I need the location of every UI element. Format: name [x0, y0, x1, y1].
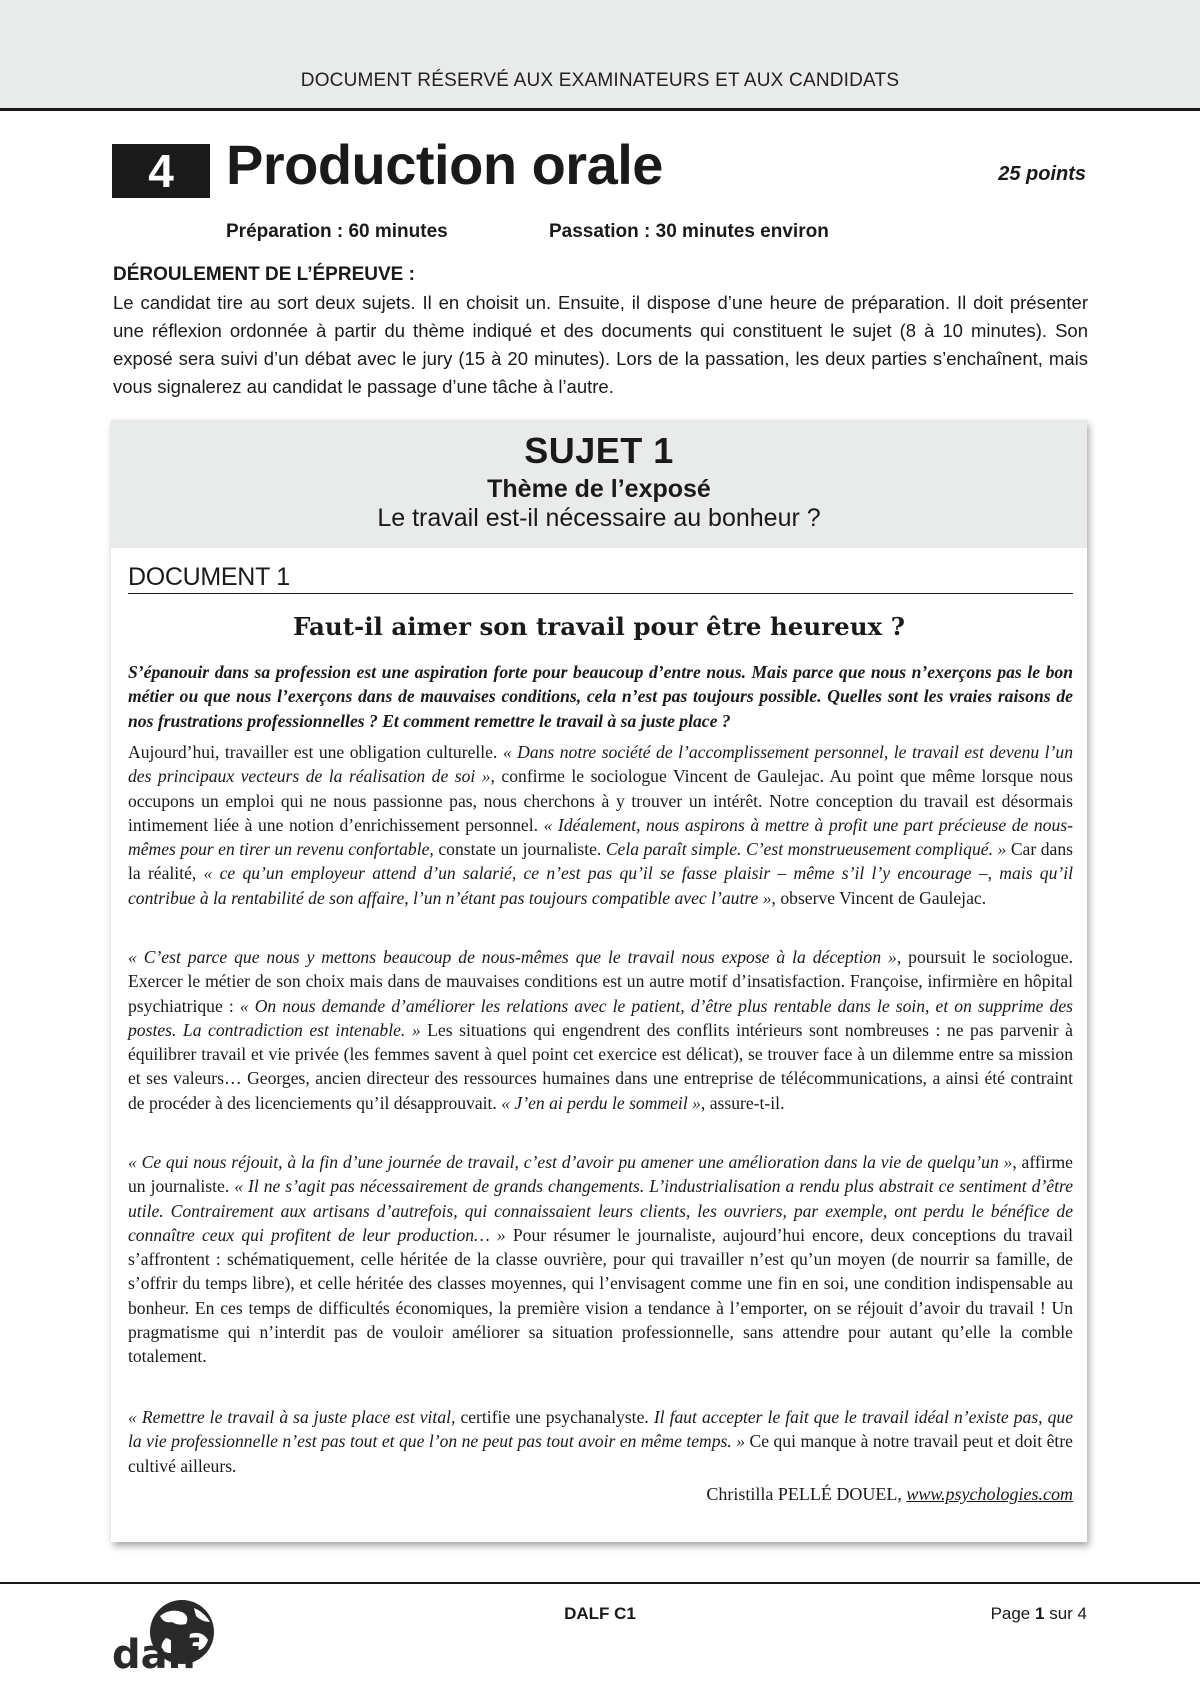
dalf-logo-icon [110, 1594, 225, 1676]
section-title: Production orale [226, 133, 663, 196]
text-run: , affirme un journaliste. [128, 1152, 1073, 1197]
header-label: DOCUMENT RÉSERVÉ AUX EXAMINATEURS ET AUX CANDIDATS [300, 70, 900, 91]
theme-question: Le travail est-il nécessaire au bonheur ? [377, 504, 821, 532]
article-paragraph-1 [128, 740, 1073, 910]
page-suffix: sur 4 [1044, 1604, 1087, 1623]
quote-run: « Idéalement, nous aspirons à mettre à profit une part précieuse de nous-mêmes pour en tirer un revenu confortable, [128, 814, 1073, 860]
quote-run: « C’est parce que nous y mettons beaucoup de nous-mêmes que le travail nous expose à la déception » [128, 947, 897, 967]
text-run: , assure-t-il. [700, 1092, 785, 1113]
passation-time: Passation : 30 minutes environ [549, 221, 829, 242]
page-indicator [991, 1604, 1087, 1624]
section-points: 25 points [998, 163, 1086, 185]
quote-run: « ce qu’un employeur attend d’un salarié, ce n’est pas qu’il se fasse plaisir – même s’il l’y encourage –, mais qu’il contribue à la rentabilité de son affaire, l’un n’étant pas toujours compatible avec l’autre » [128, 863, 1073, 908]
text-run: , confirme le sociologue Vincent de Gaulejac. Au point que même lorsque nous occupons un emploi qui ne nous passionne pas, nous cherchons à y trouver un intérêt. Notre conception du travail est désormais intimement liée à une notion d’enrichissement personnel. [128, 766, 1073, 835]
quote-run: « Ce qui nous réjouit, à la fin d’une journée de travail, c’est d’avoir pu amener une amélioration dans la vie de quelqu’un » [128, 1152, 1013, 1172]
quote-run: « Remettre le travail à sa juste place est vital, [128, 1407, 456, 1427]
sujet-title: SUJET 1 [524, 430, 674, 471]
sujet-card [111, 420, 1087, 1542]
article-paragraph-2 [128, 945, 1073, 1115]
text-run: constate un journaliste. [433, 839, 606, 860]
article-chapo: S’épanouir dans sa profession est une aspiration forte pour beaucoup d’entre nous. Mais parce que nous n’exerçons pas le bon métier ou que nous l’exerçons dans de mauvaises conditions, cela n’est pas toujours possible. Quelles sont les vraies raisons de nos frustrations professionnelles ? Et comment remettre le travail à sa juste place ? [128, 662, 1073, 731]
quote-run: Il faut accepter le fait que le travail idéal n’existe pas, que la vie professionnelle n’est pas tout et que l’on ne peut pas tout avoir en même temps. » [128, 1407, 1073, 1452]
quote-run: Cela paraît simple. C’est monstrueusement compliqué. » [605, 839, 1007, 860]
text-run: , observe Vincent de Gaulejac. [771, 887, 987, 908]
document-divider [128, 593, 1073, 594]
article-paragraph-4 [128, 1405, 1073, 1478]
text-run: Ce qui manque à notre travail peut et doit être cultivé ailleurs. [128, 1431, 1073, 1476]
text-run: certifie une psychanalyste. [455, 1407, 654, 1427]
header-band [0, 0, 1200, 110]
logo-text: dalf [112, 1632, 199, 1676]
document-label: DOCUMENT 1 [128, 563, 290, 591]
quote-run: « On nous demande d’améliorer les relations avec le patient, d’être plus rentable dans le soin, et on supprime des postes. La contradiction est intenable. » [128, 995, 1074, 1040]
source-link[interactable]: www.psychologies.com [906, 1484, 1073, 1504]
theme-label: Thème de l’exposé [487, 475, 711, 503]
section-number: 4 [112, 144, 210, 198]
article-paragraph-3 [128, 1150, 1073, 1369]
footer-exam-name: DALF C1 [564, 1604, 636, 1623]
quote-run: « Il ne s’agit pas nécessairement de grands changements. L’industrialisation a rendu plus abstrait ce sentiment d’être utile. Contrairement aux artisans d’autrefois, qui connaissaient leurs clients, les ouvriers, par exemple, ont perdu le bénéfice de connaître ceux qui profitent de leur production… » [128, 1176, 1074, 1245]
quote-run: « Dans notre société de l’accomplissement personnel, le travail est devenu l’un des principaux vecteurs de la réalisation de soi » [128, 742, 1073, 787]
preparation-time: Préparation : 60 minutes [226, 221, 448, 242]
text-run: Car dans la réalité, [128, 839, 1073, 884]
deroulement-text: Le candidat tire au sort deux sujets. Il en choisit un. Ensuite, il dispose d’une heure de préparation. Il doit présenter une réflexion ordonnée à partir du thème indiqué et des documents qui constituent le sujet (8 à 10 minutes). Son exposé sera suivi d’un débat avec le jury (15 à 20 minutes). Lors de la passation, les deux parties s’enchaînent, mais vous signalerez au candidat le passage d’une tâche à l’autre. [113, 292, 1088, 397]
sujet-header [111, 420, 1087, 548]
article-signature [706, 1484, 1073, 1505]
footer-divider [0, 1582, 1200, 1584]
text-run: Pour résumer le journaliste, aujourd’hui encore, deux conceptions du travail s’affrontent : schématiquement, celle héritée de la classe ouvrière, pour qui travailler n’est qu’un moyen (de nourrir sa famille, de s’offrir du temps libre), et celle héritée des classes moyennes, qui l’envisagent comme une fin en soi, une condition indispensable au bonheur. En ces temps de difficultés économiques, la première vision a tendance à l’emporter, on se réjouit d’avoir du travail ! Un pragmatisme qui n’interdit pas de vouloir améliorer sa situation professionnelle, sans attendre pour autant qu’elle la comble totalement. [128, 1224, 1073, 1367]
header-divider [0, 108, 1200, 111]
text-run: , poursuit le sociologue. Exercer le métier de son choix mais dans de mauvaises conditions est un autre motif d’insatisfaction. Françoise, infirmière en hôpital psychiatrique : [128, 947, 1073, 1016]
quote-run: « J’en ai perdu le sommeil » [501, 1092, 701, 1113]
article-title: Faut-il aimer son travail pour être heureux ? [293, 612, 905, 641]
page-number: 1 [1035, 1604, 1045, 1623]
deroulement-heading: DÉROULEMENT DE L’ÉPREUVE : [113, 264, 415, 285]
text-run: Les situations qui engendrent des conflits intérieurs sont nombreuses : ne pas parvenir à équilibrer travail et vie privée (les femmes savent à quel point cet exercice est délicat), se trouver face à un dilemme entre sa mission et ses valeurs… Georges, ancien directeur des ressources humaines dans une entreprise de télécommunications, a ainsi été contraint de procéder à des licenciements qu’il désapprouvait. [128, 1019, 1073, 1113]
page-prefix: Page [990, 1604, 1035, 1623]
text-run: Aujourd’hui, travailler est une obligation culturelle. [128, 742, 503, 762]
signature-author: Christilla PELLÉ DOUEL, [706, 1484, 907, 1504]
